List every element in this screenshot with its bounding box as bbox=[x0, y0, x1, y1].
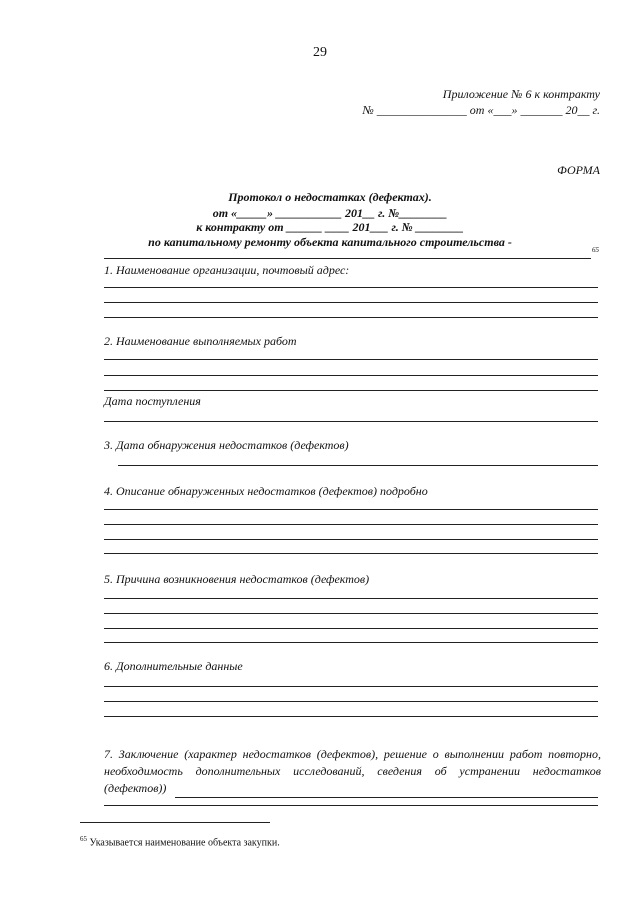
section-1-label: 1. Наименование организации, почтовый адрес: bbox=[104, 263, 350, 277]
section-4-line bbox=[104, 553, 598, 554]
section-5-line bbox=[104, 598, 598, 599]
section-7-paragraph: 7. Заключение (характер недостатков (дефектов), решение о выполнении работ повторно, необходимость дополнительных исследований, сведения об устранении недостатков (дефектов)) bbox=[104, 747, 601, 795]
section-1-line bbox=[104, 317, 598, 318]
section-4-line bbox=[104, 539, 598, 540]
footnote-text: Указывается наименование объекта закупки. bbox=[89, 837, 280, 849]
section-7-line bbox=[104, 805, 598, 806]
section-5-label: 5. Причина возникновения недостатков (дефектов) bbox=[104, 572, 370, 586]
section-6-line bbox=[104, 701, 598, 702]
appendix-title: Приложение № 6 к контракту bbox=[442, 87, 600, 101]
protocol-object-line: по капитальному ремонту объекта капитального строительства - bbox=[148, 235, 512, 249]
section-5-line bbox=[104, 642, 598, 643]
section-2-label: 2. Наименование выполняемых работ bbox=[104, 334, 297, 348]
section-1-line bbox=[104, 302, 598, 303]
footnote-mark: 65 bbox=[80, 835, 87, 843]
protocol-date-line: от «_____» ___________ 201__ г. №________ bbox=[212, 206, 448, 220]
section-3-label: 3. Дата обнаружения недостатков (дефектов) bbox=[104, 438, 349, 452]
section-3-line bbox=[118, 465, 598, 466]
protocol-title: Протокол о недостатках (дефектах). bbox=[228, 190, 432, 204]
footnote-separator bbox=[80, 822, 270, 823]
section-4-line bbox=[104, 509, 598, 510]
appendix-contract-reference: № _______________ от «___» _______ 20__ г. bbox=[362, 103, 600, 117]
protocol-contract-line: к контракту от ______ ____ 201___ г. № ________ bbox=[196, 220, 464, 234]
object-name-line bbox=[104, 258, 591, 259]
form-label: ФОРМА bbox=[557, 163, 600, 177]
section-7-line bbox=[175, 797, 598, 798]
section-6-label: 6. Дополнительные данные bbox=[104, 659, 243, 673]
section-4-label: 4. Описание обнаруженных недостатков (дефектов) подробно bbox=[104, 484, 428, 498]
section-4-line bbox=[104, 524, 598, 525]
section-1-line bbox=[104, 287, 598, 288]
date-received-label: Дата поступления bbox=[104, 394, 201, 408]
section-6-line bbox=[104, 716, 598, 717]
section-5-line bbox=[104, 628, 598, 629]
section-2-line bbox=[104, 359, 598, 360]
footnote bbox=[80, 835, 280, 848]
section-2-line bbox=[104, 390, 598, 391]
page-number: 29 bbox=[313, 45, 327, 60]
section-2-line bbox=[104, 375, 598, 376]
section-5-line bbox=[104, 613, 598, 614]
footnote-reference: 65 bbox=[592, 246, 599, 254]
section-6-line bbox=[104, 686, 598, 687]
date-received-line bbox=[104, 421, 598, 422]
